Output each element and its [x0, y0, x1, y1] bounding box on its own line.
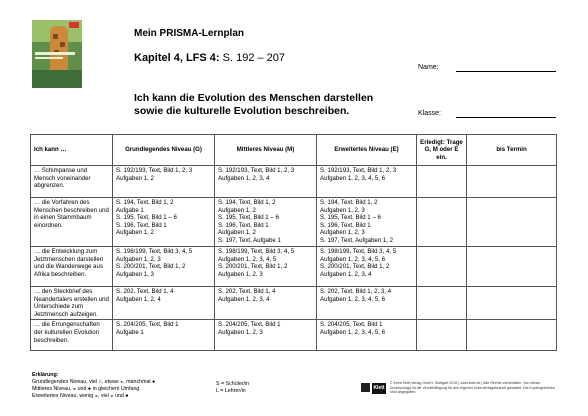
task-line: S. 204/205, Text, Bild 1 [320, 321, 383, 329]
header-erweitert: Erweitertes Niveau (E) [317, 135, 417, 166]
header-erledigt: Erledigt: Trage G, M oder E ein. [417, 135, 467, 166]
chapter-label: Kapitel 4, LFS 4: [134, 52, 220, 64]
task-line: S. 204/205, Text, Bild 1 [116, 321, 179, 329]
task-line: Aufgaben 1, 2, 3, 4, 5, 6 [320, 328, 386, 336]
task-line: Aufgaben 1, 2, 3 [116, 255, 161, 263]
task-line: Aufgaben 1, 2, 3 [320, 229, 365, 237]
task-line: S. 202, Text, Bild 1, 4 [218, 288, 276, 295]
task-line: Aufgaben 1, 2, 3 [320, 206, 365, 214]
task-line: Aufgaben 1, 2, 3, 4, 5 [218, 255, 277, 263]
legend-title: Erklärung: [32, 372, 59, 378]
task-line: S. 204/205, Text, Bild 1 [218, 321, 281, 329]
task-line: S. 192/193, Text, Bild 1, 2, 3 [320, 167, 397, 174]
task-line: Aufgaben 1, 2, 3, 4 [218, 295, 270, 303]
header-mittel: Mittleres Niveau (M) [215, 135, 317, 166]
task-line: S. 196, Text, Bild 1 [320, 221, 371, 229]
task-line: Aufgaben 1, 3 [116, 270, 154, 278]
legend [32, 372, 155, 400]
table-row [31, 247, 557, 287]
level-m-cell [215, 247, 317, 287]
competence-cell: … die Errungenschaften der kulturellen Evolution beschreiben. [31, 320, 113, 351]
task-line: Aufgaben 1, 2, 3, 4 [218, 174, 270, 182]
table-body [31, 166, 557, 351]
task-line: Aufgaben 1, 2, 3 [218, 270, 263, 278]
task-line: S. 196, Text, Bild 1 [218, 221, 269, 229]
task-line: S. 200/201, Text, Bild 1, 2 [320, 263, 390, 271]
done-input-cell[interactable] [417, 166, 467, 198]
name-label: Name: [418, 64, 439, 71]
competence-cell: … die Vorfahren des Menschen beschreiben und in einen Stammbaum einordnen. [31, 198, 113, 247]
level-e-cell [317, 198, 417, 247]
level-m-cell [215, 287, 317, 320]
task-line: Aufgaben 1, 2, 3, 4, 5, 6 [320, 295, 386, 303]
book-cover-image [32, 20, 82, 88]
task-line: Aufgabe 1 [116, 328, 144, 336]
cover-giraffe-spot [60, 42, 65, 47]
page-title: Mein PRISMA-Lernplan [134, 28, 245, 39]
chapter-pages: S. 192 – 207 [219, 52, 286, 64]
task-line: Aufgaben 1, 2 [218, 229, 256, 237]
task-line: Aufgaben 1, 2, 3, 4, 5, 6 [320, 174, 386, 182]
task-line: S. 195, Text, Bild 1 – 6 [116, 214, 177, 222]
deadline-input-cell[interactable] [467, 320, 557, 351]
deadline-input-cell[interactable] [467, 247, 557, 287]
learning-goal-line-1: Ich kann die Evolution des Menschen darstellen [134, 92, 374, 104]
cover-giraffe-spot [53, 34, 58, 39]
task-line: S. 196, Text, Bild 1 [116, 221, 167, 229]
level-g-cell [113, 198, 215, 247]
table-row [31, 198, 557, 247]
cover-band [32, 70, 82, 88]
cover-publisher-logo [69, 22, 79, 28]
task-line: S. 192/193, Text, Bild 1, 2, 3 [116, 167, 193, 174]
table-row [31, 166, 557, 198]
legend-line-basic: Grundlegendes Niveau, viel ○, etwas ◒, manchmal ● [32, 379, 156, 385]
legend-line-extended: Erweitertes Niveau, wenig ◒, viel ◒ und ● [32, 393, 129, 399]
done-input-cell[interactable] [417, 320, 467, 351]
level-e-cell [317, 166, 417, 198]
copyright-notice: © Ernst Klett Verlag GmbH, Stuttgart 2016 | www.klett.de | Alle Rechte vorbehalten. Von dieser Druckvorlage ist die Vervielfältigung für den eigenen Unterrichtsgebrauch gestattet. Die Kopiergebühren sind abgegolten. [390, 381, 556, 395]
publisher-logo: Klett [372, 383, 386, 394]
legend-line-medium: Mittleres Niveau, ◒ und ● in gleichem Umfang [32, 386, 140, 392]
header-grundlegend: Grundlegendes Niveau (G) [113, 135, 215, 166]
task-line: Aufgabe 1 [116, 206, 144, 214]
task-line: S. 194, Text, Bild 1, 2 [218, 199, 276, 206]
task-line: S. 195, Text, Bild 1 – 6 [218, 214, 279, 222]
cover-title-bar [35, 52, 75, 55]
task-line: Aufgaben 1, 2 [218, 206, 256, 214]
task-line: S. 194, Text, Bild 1, 2 [116, 199, 174, 206]
task-line: S. 200/201, Text, Bild 1, 2 [218, 263, 288, 271]
task-line: S. 197, Text, Aufgabe 1 [218, 236, 281, 244]
task-line: Aufgaben 1, 2 [116, 174, 154, 182]
table-header-row [31, 135, 557, 166]
level-g-cell [113, 320, 215, 351]
deadline-input-cell[interactable] [467, 287, 557, 320]
cover-subtitle-bar [35, 57, 63, 59]
learning-plan-table [30, 134, 557, 351]
abbreviations [216, 381, 249, 395]
task-line: Aufgaben 1, 2, 3, 4 [320, 270, 372, 278]
task-line: S. 202, Text, Bild 1, 4 [116, 288, 174, 295]
publisher-mark-icon [361, 383, 370, 392]
level-g-cell [113, 287, 215, 320]
abbr-teacher: L = Lehrer/in [216, 388, 246, 394]
task-line: Aufgaben 1, 2, 3, 4, 5, 6 [320, 255, 386, 263]
name-field[interactable] [456, 71, 556, 72]
level-m-cell [215, 198, 317, 247]
level-g-cell [113, 247, 215, 287]
task-line: S. 198/199, Text, Bild 3, 4, 5 [218, 248, 295, 255]
task-line: S. 195, Text, Bild 1 – 6 [320, 214, 381, 222]
done-input-cell[interactable] [417, 247, 467, 287]
abbr-student: S = Schüler/in [216, 381, 250, 387]
competence-cell: … die Entwicklung zum Jetztmenschen darstellen und die Wanderwege aus Afrika beschreiben. [31, 247, 113, 287]
level-m-cell [215, 320, 317, 351]
level-e-cell [317, 247, 417, 287]
task-line: S. 202, Text, Bild 1, 2, 3, 4 [320, 288, 392, 295]
level-g-cell [113, 166, 215, 198]
done-input-cell[interactable] [417, 198, 467, 247]
cover-giraffe [50, 26, 68, 72]
task-line: Aufgaben 1, 2, 4 [116, 295, 161, 303]
done-input-cell[interactable] [417, 287, 467, 320]
deadline-input-cell[interactable] [467, 166, 557, 198]
header-bis-termin: bis Termin [467, 135, 557, 166]
task-line: S. 198/199, Text, Bild 3, 4, 5 [320, 248, 397, 255]
table-row [31, 287, 557, 320]
task-line: S. 192/193, Text, Bild 1, 2, 3 [218, 167, 295, 174]
competence-cell: … den Steckbrief des Neandertalers erstellen und Unterschiede zum Jetztmensch aufzeigen. [31, 287, 113, 320]
task-line: S. 194, Text, Bild 1, 2 [320, 199, 378, 206]
competence-cell: … Schimpanse und Mensch voneinander abgrenzen. [31, 166, 113, 198]
chapter-line [134, 52, 285, 64]
table-row [31, 320, 557, 351]
header-ich-kann: Ich kann … [31, 135, 113, 166]
class-label: Klasse: [418, 110, 441, 117]
task-line: Aufgaben 1, 2 [116, 229, 154, 237]
level-m-cell [215, 166, 317, 198]
learning-goal-line-2: sowie die kulturelle Evolution beschreiben. [134, 105, 350, 117]
level-e-cell [317, 287, 417, 320]
deadline-input-cell[interactable] [467, 198, 557, 247]
task-line: S. 200/201, Text, Bild 1, 2 [116, 263, 186, 271]
task-line: S. 198/199, Text, Bild 3, 4, 5 [116, 248, 193, 255]
learning-goal [134, 92, 373, 118]
level-e-cell [317, 320, 417, 351]
task-line: Aufgaben 1, 2, 3 [218, 328, 263, 336]
task-line: S. 197, Text, Aufgaben 1, 2 [320, 236, 394, 244]
class-field[interactable] [456, 117, 556, 118]
